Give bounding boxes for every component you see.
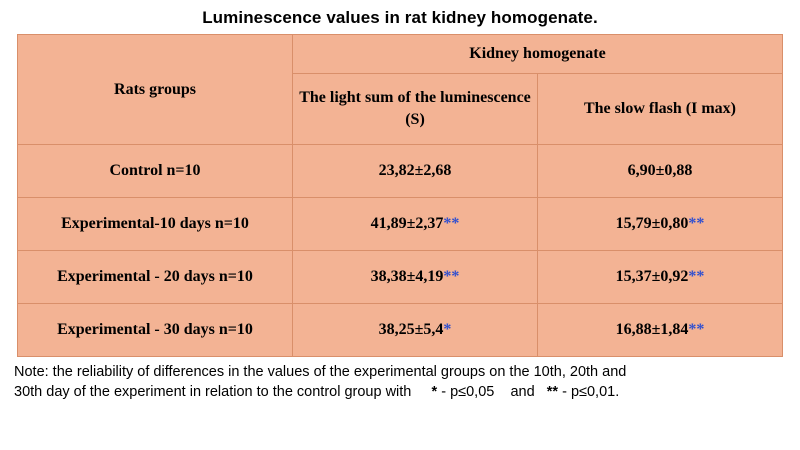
value-slow-flash-experimental-10-days	[538, 198, 783, 251]
value-slow-flash-experimental-30-days	[538, 304, 783, 357]
value-text: 38,38±4,19	[370, 268, 444, 286]
significance-mark: **	[443, 268, 460, 286]
value-text: 15,37±0,92	[615, 268, 689, 286]
note-text-before: 30th day of the experiment in relation to the control group with	[14, 383, 412, 400]
note-line-2	[14, 383, 786, 403]
page-title: Luminescence values in rat kidney homogenate.	[202, 8, 598, 27]
significance-mark: **	[688, 215, 705, 233]
table-row	[18, 145, 783, 198]
value-text: 23,82±2,68	[378, 162, 452, 180]
value-light-sum-control	[293, 145, 538, 198]
significance-mark: *	[443, 321, 452, 339]
luminescence-table	[17, 34, 783, 357]
value-slow-flash-control	[538, 145, 783, 198]
value-text: 6,90±0,88	[627, 162, 693, 180]
table-row	[18, 251, 783, 304]
note-p-value-01: - p≤0,01.	[562, 383, 620, 400]
value-text: 41,89±2,37	[370, 215, 444, 233]
table-row	[18, 304, 783, 357]
note-line-1: Note: the reliability of differences in the values of the experimental groups on the 10th, 20th and	[14, 364, 627, 380]
note-symbol-double-star: **	[546, 383, 559, 400]
value-text: 16,88±1,84	[615, 321, 689, 339]
column-header-kidney-homogenate: Kidney homogenate	[293, 35, 783, 74]
note-symbol-single-star: *	[431, 383, 438, 400]
row-label-control: Control n=10	[18, 145, 293, 198]
note-conjunction: and	[510, 383, 535, 400]
table-note	[0, 357, 800, 402]
row-label-experimental-30-days: Experimental - 30 days n=10	[18, 304, 293, 357]
value-text: 15,79±0,80	[615, 215, 689, 233]
value-slow-flash-experimental-20-days	[538, 251, 783, 304]
significance-mark: **	[688, 268, 705, 286]
row-label-experimental-10-days: Experimental-10 days n=10	[18, 198, 293, 251]
table-header-row-1	[18, 35, 783, 74]
column-header-slow-flash: The slow flash (I max)	[538, 74, 783, 145]
value-light-sum-experimental-10-days	[293, 198, 538, 251]
value-text: 38,25±5,4	[378, 321, 444, 339]
column-header-rats-groups: Rats groups	[18, 35, 293, 145]
column-header-light-sum: The light sum of the luminescence (S)	[293, 74, 538, 145]
note-p-value-05: - p≤0,05	[441, 383, 495, 400]
value-light-sum-experimental-20-days	[293, 251, 538, 304]
significance-mark: **	[443, 215, 460, 233]
significance-mark: **	[688, 321, 705, 339]
row-label-experimental-20-days: Experimental - 20 days n=10	[18, 251, 293, 304]
table-row	[18, 198, 783, 251]
value-light-sum-experimental-30-days	[293, 304, 538, 357]
